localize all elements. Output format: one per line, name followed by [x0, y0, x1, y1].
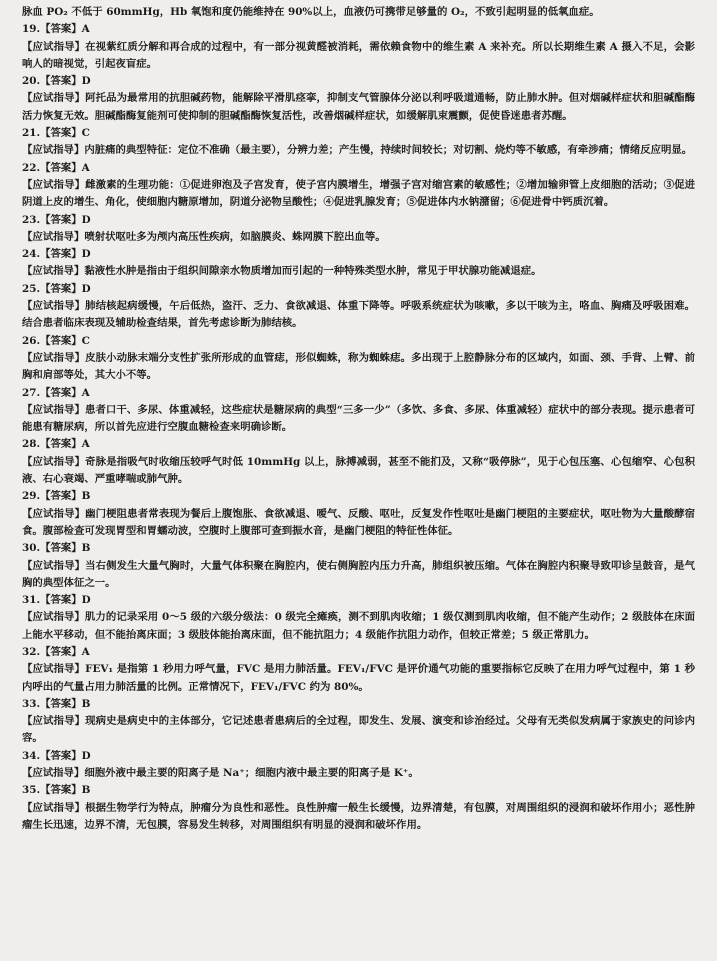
guidance-tag: 【应试指导】 — [22, 559, 86, 572]
guidance-text: 现病史是病史中的主体部分，它记述患者患病后的全过程，即发生、发展、演变和诊治经过。父母有无类似发病属于家族史的问诊内容。 — [22, 715, 695, 745]
guidance-tag: 【应试指导】 — [22, 178, 86, 191]
answer-label: 【答案】D — [40, 75, 91, 88]
guidance-paragraph — [22, 713, 695, 748]
answer-label: 【答案】B — [40, 784, 91, 797]
guidance-paragraph — [22, 765, 695, 782]
answer-label: 【答案】A — [40, 23, 90, 36]
answer-item — [22, 782, 695, 834]
answer-label: 【答案】D — [40, 749, 91, 762]
answer-item — [22, 385, 695, 437]
answer-item — [22, 333, 695, 385]
answer-line — [22, 782, 695, 799]
guidance-tag: 【应试指导】 — [22, 611, 85, 624]
answer-item — [22, 212, 695, 247]
guidance-paragraph — [22, 402, 695, 437]
guidance-tag: 【应试指导】 — [22, 801, 86, 814]
guidance-paragraph — [22, 609, 695, 644]
answer-label: 【答案】D — [40, 282, 91, 295]
answer-line — [22, 212, 695, 229]
guidance-paragraph — [22, 229, 695, 246]
answer-line — [22, 73, 695, 90]
question-number: 32. — [22, 645, 41, 658]
guidance-paragraph — [22, 177, 695, 212]
guidance-text: 雌激素的生理功能：①促进卵泡及子宫发育，使子宫内膜增生，增强子宫对缩宫素的敏感性；②增加输卵管上皮细胞的活动；③促进阴道上皮的增生、角化，使细胞内糖原增加，阴道分泌物呈酸性；④促进乳腺发育；⑤促进体内水钠潴留；⑥促进骨中钙质沉着。 — [22, 178, 695, 209]
guidance-paragraph — [22, 142, 695, 159]
guidance-tag: 【应试指导】 — [22, 715, 86, 728]
guidance-text: 患者口干、多尿、体重减轻，这些症状是糖尿病的典型“三多一少”（多饮、多食、多尿、体重减轻）症状中的部分表现。提示患者可能患有糖尿病，所以首先应进行空腹血糖检查来明确诊断。 — [22, 403, 695, 434]
guidance-paragraph — [22, 454, 695, 489]
answer-item — [22, 592, 695, 644]
answer-line — [22, 540, 695, 557]
guidance-text: 当右侧发生大量气胸时，大量气体积聚在胸腔内，使右侧胸腔内压力升高，肺组织被压缩。气体在胸腔内积聚导致叩诊呈鼓音，是气胸的典型体征之一。 — [22, 559, 695, 589]
question-number: 34. — [22, 749, 41, 762]
answer-line — [22, 644, 695, 661]
guidance-tag: 【应试指导】 — [22, 265, 85, 278]
answer-line — [22, 696, 695, 713]
continuation-paragraph: 脉血 PO₂ 不低于 60mmHg，Hb 氧饱和度仍能维持在 90%以上，血液仍可携带足够量的 O₂，不致引起明显的低氧血症。 — [22, 6, 600, 18]
guidance-tag: 【应试指导】 — [22, 40, 86, 53]
guidance-text: 皮肤小动脉末端分支性扩张所形成的血管痣，形似蜘蛛，称为蜘蛛痣。多出现于上腔静脉分布的区域内，如面、颈、手背、上臂、前胸和肩部等处，其大小不等。 — [22, 351, 695, 382]
guidance-paragraph — [22, 661, 695, 696]
guidance-text: 细胞外液中最主要的阳离子是 Na⁺；细胞内液中最主要的阳离子是 K⁺。 — [84, 767, 419, 780]
guidance-text: 喷射状呕吐多为颅内高压性疾病，如脑膜炎、蛛网膜下腔出血等。 — [84, 230, 386, 243]
guidance-paragraph — [22, 263, 695, 280]
answer-label: 【答案】B — [40, 697, 91, 710]
answer-line — [22, 748, 695, 765]
answer-items-list — [22, 21, 695, 834]
answer-label: 【答案】A — [40, 645, 90, 658]
question-number: 31. — [22, 594, 41, 607]
answer-item — [22, 748, 695, 783]
answer-label: 【答案】D — [40, 248, 91, 261]
guidance-text: 内脏痛的典型特征：定位不准确（最主要），分辨力差；产生慢，持续时间较长；对切割、烧灼等不敏感，有牵涉痛；情绪反应明显。 — [84, 144, 693, 157]
answer-item — [22, 21, 695, 73]
guidance-text: 肺结核起病缓慢，午后低热，盗汗、乏力、食欲减退、体重下降等。呼吸系统症状为咳嗽，多以干咳为主，咯血、胸痛及呼吸困难。结合患者临床表现及辅助检查结果，首先考虑诊断为肺结核。 — [22, 300, 695, 330]
guidance-paragraph — [22, 39, 695, 74]
answer-label: 【答案】D — [40, 213, 91, 226]
answer-item — [22, 436, 695, 488]
question-number: 20. — [22, 75, 41, 88]
guidance-tag: 【应试指导】 — [22, 767, 85, 780]
answer-item — [22, 696, 695, 748]
question-number: 27. — [22, 386, 41, 399]
answer-label: 【答案】C — [40, 334, 90, 347]
answer-item — [22, 246, 695, 281]
guidance-tag: 【应试指导】 — [22, 351, 86, 364]
guidance-text: 幽门梗阻患者常表现为餐后上腹饱胀、食欲减退、嗳气、反酸、呕吐，反复发作性呕吐是幽门梗阻的主要症状，呕吐物为大量酸酵宿食。腹部检查可发现胃型和胃蠕动波，空腹时上腹部可查到振水音，是幽门梗阻的特征性体征。 — [22, 507, 695, 537]
question-number: 23. — [22, 213, 41, 226]
answer-item — [22, 488, 695, 540]
answer-item — [22, 644, 695, 696]
answer-label: 【答案】C — [40, 127, 90, 140]
answer-line — [22, 333, 695, 350]
guidance-paragraph — [22, 800, 695, 835]
answer-line — [22, 488, 695, 505]
guidance-tag: 【应试指导】 — [22, 403, 85, 416]
answer-item — [22, 73, 695, 125]
guidance-paragraph — [22, 90, 695, 125]
answer-line — [22, 436, 695, 453]
guidance-text: 阿托品为最常用的抗胆碱药物，能解除平滑肌痉挛，抑制支气管腺体分泌以利呼吸道通畅，防止肺水肿。但对烟碱样症状和胆碱酯酶活力恢复无效。胆碱酯酶复能剂可使抑制的胆碱酯酶恢复活性，改善烟碱样症状，如缓解肌束震颤，促使昏迷患者苏醒。 — [22, 92, 695, 122]
question-number: 24. — [22, 248, 41, 261]
guidance-tag: 【应试指导】 — [22, 92, 86, 105]
guidance-text: FEV₁ 是指第 1 秒用力呼气量，FVC 是用力肺活量。FEV₁/FVC 是评价通气功能的重要指标它反映了在用力呼气过程中，第 1 秒内呼出的气量占用力肺活量的比例。正常情况下，FEV₁/FVC 约为 80%。 — [22, 663, 696, 693]
answer-item — [22, 160, 695, 212]
answer-label: 【答案】A — [40, 386, 90, 399]
guidance-tag: 【应试指导】 — [22, 507, 86, 520]
guidance-tag: 【应试指导】 — [22, 230, 85, 243]
question-number: 29. — [22, 490, 41, 503]
guidance-text: 在视紫红质分解和再合成的过程中，有一部分视黄醛被消耗，需依赖食物中的维生素 A 来补充。所以长期维生素 A 摄入不足，会影响人的暗视觉，引起夜盲症。 — [22, 40, 696, 70]
guidance-text: 根据生物学行为特点，肿瘤分为良性和恶性。良性肿瘤一般生长缓慢，边界清楚，有包膜，对周围组织的浸润和破坏作用小；恶性肿瘤生长迅速，边界不清，无包膜，容易发生转移，对周围组织有明显的浸润和破坏作用。 — [22, 801, 695, 831]
guidance-paragraph — [22, 350, 695, 385]
question-number: 30. — [22, 542, 41, 555]
answer-label: 【答案】B — [40, 542, 91, 555]
guidance-tag: 【应试指导】 — [22, 663, 86, 676]
answer-line — [22, 21, 695, 38]
guidance-paragraph — [22, 298, 695, 333]
question-number: 28. — [22, 438, 41, 451]
guidance-tag: 【应试指导】 — [22, 144, 85, 157]
question-number: 25. — [22, 282, 41, 295]
answer-label: 【答案】D — [40, 594, 91, 607]
guidance-tag: 【应试指导】 — [22, 300, 86, 313]
answer-label: 【答案】A — [40, 161, 90, 174]
guidance-text: 奇脉是指吸气时收缩压较呼气时低 10mmHg 以上，脉搏减弱，甚至不能扪及，又称“吸停脉”，见于心包压塞、心包缩窄、心包积液、右心衰竭、严重哮喘或肺气肿。 — [22, 455, 696, 486]
question-number: 22. — [22, 161, 41, 174]
answer-line — [22, 125, 695, 142]
answer-line — [22, 246, 695, 263]
guidance-tag: 【应试指导】 — [22, 455, 86, 468]
question-number: 26. — [22, 334, 41, 347]
answer-line — [22, 385, 695, 402]
answer-line — [22, 281, 695, 298]
answer-line — [22, 160, 695, 177]
answer-item — [22, 125, 695, 160]
question-number: 35. — [22, 784, 41, 797]
guidance-paragraph — [22, 558, 695, 593]
question-number: 33. — [22, 697, 41, 710]
answer-line — [22, 592, 695, 609]
answer-label: 【答案】A — [40, 438, 90, 451]
guidance-text: 黏液性水肿是指由于组织间隙亲水物质增加而引起的一种特殊类型水肿，常见于甲状腺功能减退症。 — [84, 265, 542, 278]
answer-item — [22, 281, 695, 333]
question-number: 19. — [22, 23, 41, 36]
question-number: 21. — [22, 127, 41, 140]
guidance-paragraph — [22, 506, 695, 541]
answer-label: 【答案】B — [40, 490, 91, 503]
guidance-text: 肌力的记录采用 0～5 级的六级分级法：0 级完全瘫痪，测不到肌肉收缩；1 级仅测到肌肉收缩，但不能产生动作；2 级肢体在床面上能水平移动，但不能抬离床面；3 级肢体能抬离床面，但不能抗阻力；4 级能作抗阻力动作，但较正常差；5 级正常肌力。 — [22, 611, 696, 641]
answer-item — [22, 540, 695, 592]
